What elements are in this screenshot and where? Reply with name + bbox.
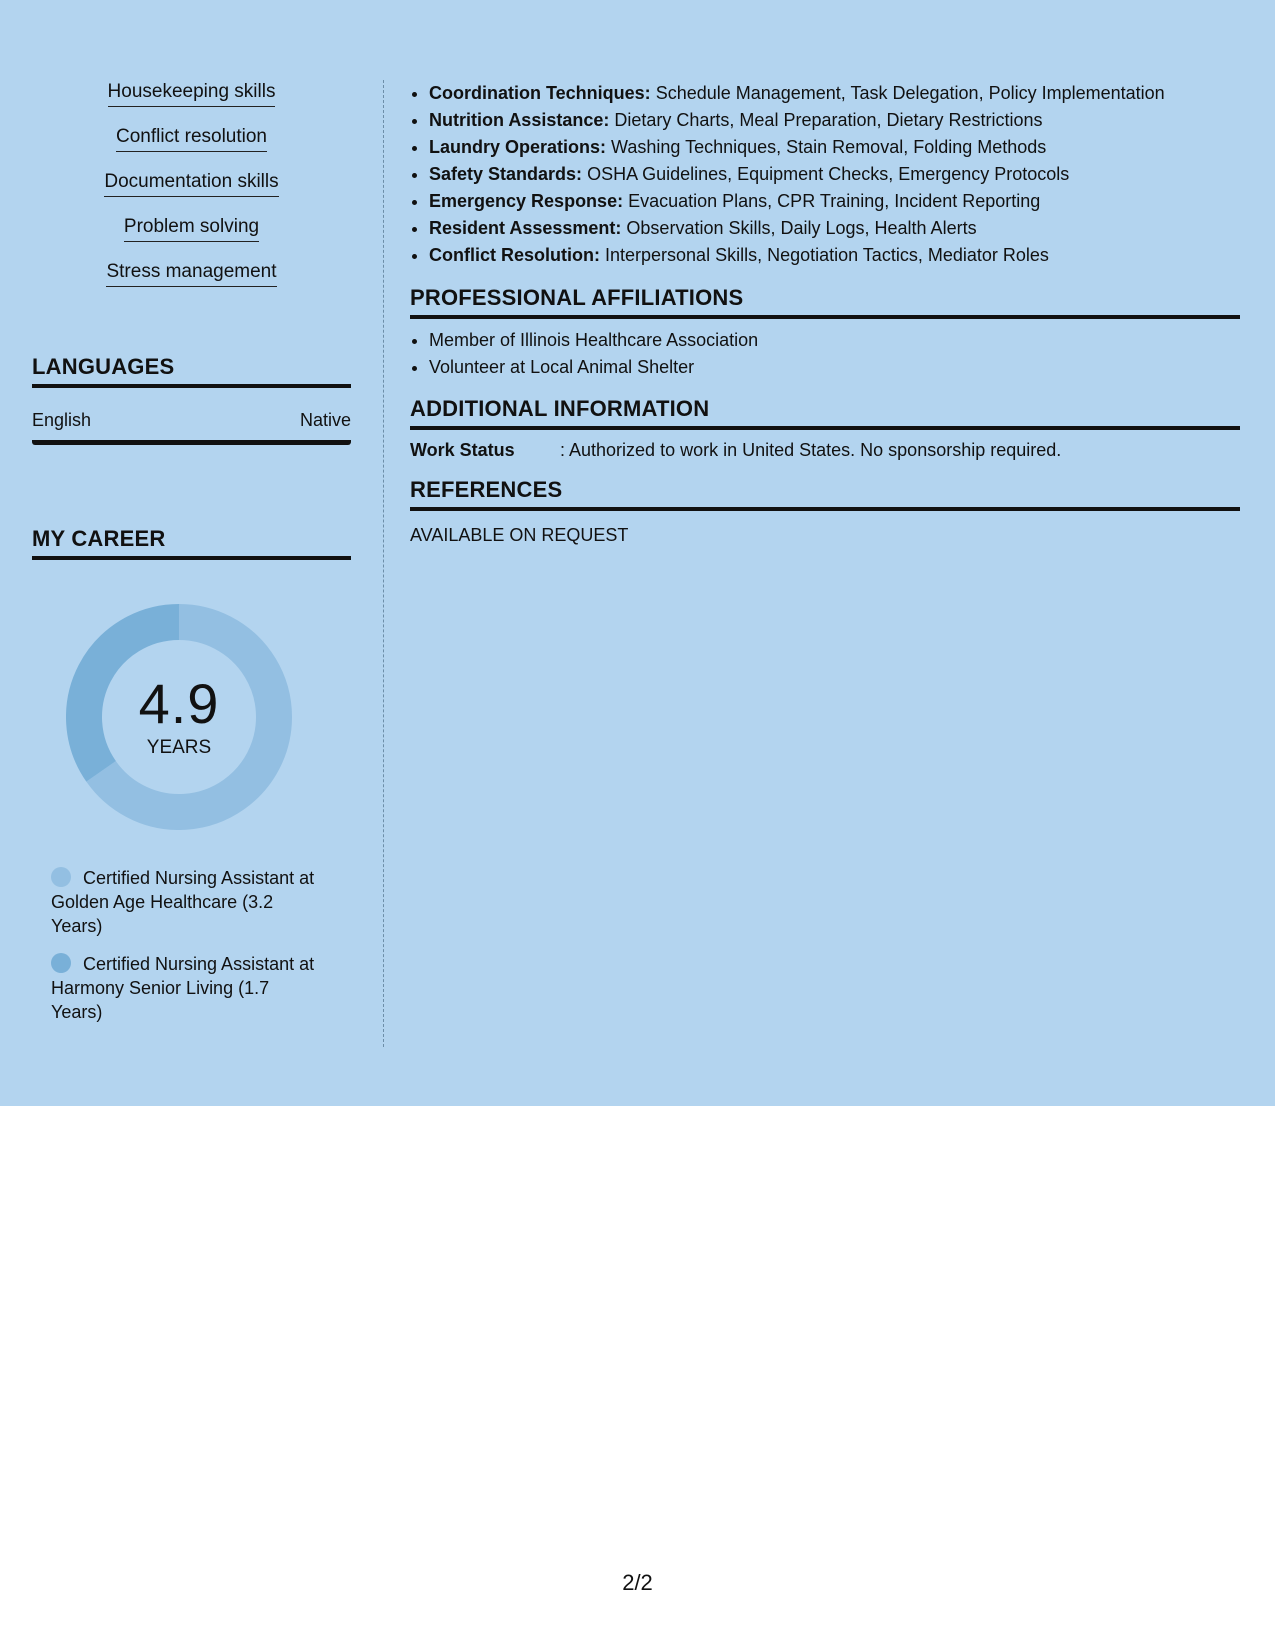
- skill-detail-name: Conflict Resolution:: [429, 245, 600, 265]
- skill-detail-item: [429, 134, 1240, 161]
- skills-list: [32, 80, 351, 305]
- career-years-unit: YEARS: [146, 737, 212, 758]
- skill-detail-value: Schedule Management, Task Delegation, Policy Implementation: [655, 83, 1165, 103]
- skill-item: [32, 260, 351, 305]
- additional-info-heading: ADDITIONAL INFORMATION: [410, 395, 1240, 430]
- affiliations-list: [410, 327, 1240, 381]
- skill-detail-value: Washing Techniques, Stain Removal, Folding Methods: [611, 137, 1047, 157]
- career-legend-item: [51, 952, 321, 1024]
- skill-detail-name: Safety Standards:: [429, 164, 583, 184]
- skill-tag: Documentation skills: [104, 170, 278, 197]
- page-number: 2/2: [622, 1570, 653, 1595]
- skill-detail-item: [429, 188, 1240, 215]
- language-row: [32, 408, 351, 445]
- skill-tag: Conflict resolution: [116, 125, 267, 152]
- right-column: [410, 80, 1240, 547]
- skill-detail-name: Nutrition Assistance:: [429, 110, 610, 130]
- skill-detail-name: Coordination Techniques:: [429, 83, 651, 103]
- skill-item: [32, 80, 351, 125]
- skill-detail-value: Observation Skills, Daily Logs, Health Alerts: [626, 218, 977, 238]
- language-level: Native: [299, 410, 351, 430]
- skill-item: [32, 125, 351, 170]
- skill-tag: Stress management: [106, 260, 276, 287]
- legend-dot-icon: [51, 953, 71, 973]
- column-divider: [383, 80, 384, 1047]
- skill-detail-item: [429, 80, 1240, 107]
- languages-heading: LANGUAGES: [32, 353, 351, 388]
- affiliation-item: • Volunteer at Local Animal Shelter: [429, 354, 1240, 381]
- career-heading: MY CAREER: [32, 525, 351, 560]
- career-job-label: Certified Nursing Assistant at Golden Age Healthcare (3.2 Years): [51, 868, 315, 936]
- affiliations-heading: PROFESSIONAL AFFILIATIONS: [410, 284, 1240, 319]
- skill-details-list: [410, 80, 1240, 269]
- career-job-label: Certified Nursing Assistant at Harmony Senior Living (1.7 Years): [51, 954, 315, 1022]
- language-name: English: [32, 410, 92, 430]
- references-text: AVAILABLE ON REQUEST: [410, 525, 629, 545]
- skill-detail-item: [429, 242, 1240, 269]
- skill-detail-value: OSHA Guidelines, Equipment Checks, Emergency Protocols: [587, 164, 1070, 184]
- left-column: [32, 80, 351, 1038]
- references-heading: REFERENCES: [410, 476, 1240, 511]
- career-total-years: 4.9: [138, 672, 220, 735]
- affiliation-item: • Member of Illinois Healthcare Association: [429, 327, 1240, 354]
- donut-center: [66, 604, 292, 830]
- work-status-row: [410, 438, 1240, 462]
- skill-detail-item: [429, 107, 1240, 134]
- career-legend-item: [51, 866, 321, 938]
- skill-detail-name: Laundry Operations:: [429, 137, 607, 157]
- skill-detail-value: Evacuation Plans, CPR Training, Incident Reporting: [628, 191, 1041, 211]
- skill-detail-value: Interpersonal Skills, Negotiation Tactics, Mediator Roles: [605, 245, 1049, 265]
- skill-detail-name: Resident Assessment:: [429, 218, 622, 238]
- skill-detail-value: Dietary Charts, Meal Preparation, Dietary Restrictions: [614, 110, 1043, 130]
- skill-item: [32, 215, 351, 260]
- skill-detail-item: [429, 161, 1240, 188]
- skill-detail-name: Emergency Response:: [429, 191, 624, 211]
- career-legend: [51, 866, 321, 1024]
- skill-tag: Housekeeping skills: [108, 80, 276, 107]
- work-status-label: Work Status: [410, 440, 515, 460]
- skill-detail-item: [429, 215, 1240, 242]
- career-donut-chart: [66, 604, 292, 830]
- work-status-value: : Authorized to work in United States. No sponsorship required.: [560, 440, 1062, 460]
- legend-dot-icon: [51, 867, 71, 887]
- skill-tag: Problem solving: [124, 215, 259, 242]
- skill-item: [32, 170, 351, 215]
